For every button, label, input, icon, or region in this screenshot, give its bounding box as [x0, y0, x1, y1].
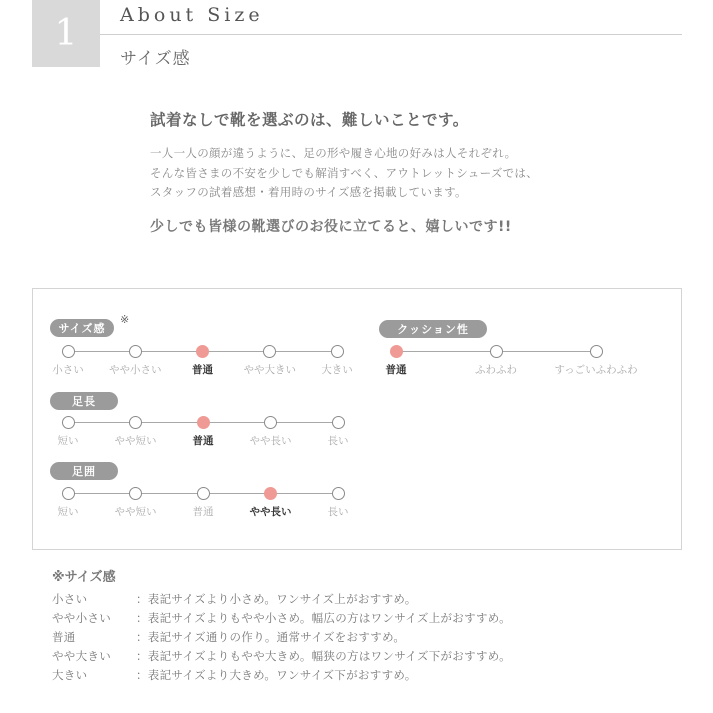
girth-scale-label: 長い: [327, 506, 349, 518]
size-scale-dot: [62, 345, 75, 358]
girth-scale-label: 短い: [57, 506, 79, 518]
intro-heading: 試着なしで靴を選ぶのは、難しいことです。: [150, 111, 469, 129]
intro-body: [150, 144, 538, 203]
length-scale-dot: [197, 416, 210, 429]
girth-scale-dot: [129, 487, 142, 500]
size-scale-panel: [32, 288, 682, 550]
girth-scale-dot: [197, 487, 210, 500]
cushion-scale-dot: [490, 345, 503, 358]
size-scale-label: 普通: [192, 364, 213, 376]
definition-row: [52, 629, 405, 645]
girth-scale-dot: [62, 487, 75, 500]
definition-desc: ：表記サイズより小さめ。ワンサイズ上がおすすめ。: [136, 592, 417, 606]
intro-line: スタッフの試着感想・着用時のサイズ感を掲載しています。: [150, 185, 467, 199]
girth-scale-dot: [332, 487, 345, 500]
definition-desc: ：表記サイズよりもやや大きめ。幅狭の方はワンサイズ下がおすすめ。: [136, 649, 511, 663]
length-scale-label: 普通: [192, 435, 214, 447]
size-scale-label: やや小さい: [109, 364, 162, 376]
note-mark: ※: [120, 313, 130, 326]
definition-row: [52, 648, 511, 664]
length-scale-label: 短い: [57, 435, 79, 447]
length-scale-dot: [264, 416, 277, 429]
section-number: 1: [32, 0, 100, 67]
size-scale-label: 大きい: [321, 364, 353, 376]
girth-scale-dot: [264, 487, 277, 500]
definition-term: やや大きい: [52, 649, 111, 663]
length-scale-label: やや短い: [114, 435, 157, 447]
cushion-scale-dot: [390, 345, 403, 358]
girth-badge: 足囲: [50, 462, 118, 480]
length-scale-dot: [62, 416, 75, 429]
definition-row: [52, 610, 511, 626]
size-scale-dot: [331, 345, 344, 358]
size-scale-dot: [196, 345, 209, 358]
definition-term: 小さい: [52, 592, 88, 606]
title-divider: [100, 34, 682, 35]
size-scale-dot: [263, 345, 276, 358]
definition-row: [52, 667, 417, 683]
intro-closing: 少しでも皆様の靴選びのお役に立てると、嬉しいです!!: [150, 219, 512, 235]
definitions-title: ※サイズ感: [52, 570, 116, 585]
cushion-badge: クッション性: [379, 320, 487, 338]
girth-scale-label: やや短い: [114, 506, 157, 518]
definition-desc: ：表記サイズより大きめ。ワンサイズ下がおすすめ。: [136, 668, 417, 682]
cushion-scale-label: すっごいふわふわ: [554, 364, 638, 376]
definition-row: [52, 591, 417, 607]
length-badge: 足長: [50, 392, 118, 410]
length-scale-dot: [129, 416, 142, 429]
cushion-scale-label: 普通: [385, 364, 407, 376]
girth-scale-label: やや長い: [249, 506, 292, 518]
section-title-en: About Size: [120, 4, 264, 26]
cushion-scale-label: ふわふわ: [475, 364, 517, 376]
definition-desc: ：表記サイズよりもやや小さめ。幅広の方はワンサイズ上がおすすめ。: [136, 611, 511, 625]
girth-scale-label: 普通: [192, 506, 214, 518]
length-scale-label: やや長い: [249, 435, 292, 447]
length-scale-label: 長い: [327, 435, 349, 447]
cushion-scale-dot: [590, 345, 603, 358]
definition-term: 普通: [52, 630, 76, 644]
intro-line: 一人一人の顔が違うように、足の形や履き心地の好みは人それぞれ。: [150, 146, 517, 160]
size-scale-label: やや大きい: [243, 364, 296, 376]
definition-term: 大きい: [52, 668, 88, 682]
definition-desc: ：表記サイズ通りの作り。通常サイズをおすすめ。: [136, 630, 406, 644]
size-scale-dot: [129, 345, 142, 358]
length-scale-dot: [332, 416, 345, 429]
section-title-jp: サイズ感: [120, 49, 191, 69]
size-scale-label: 小さい: [52, 364, 84, 376]
intro-line: そんな皆さまの不安を少しでも解消すべく、アウトレットシューズでは、: [150, 165, 539, 180]
size-badge: サイズ感: [50, 319, 114, 337]
definition-term: やや小さい: [52, 611, 111, 625]
